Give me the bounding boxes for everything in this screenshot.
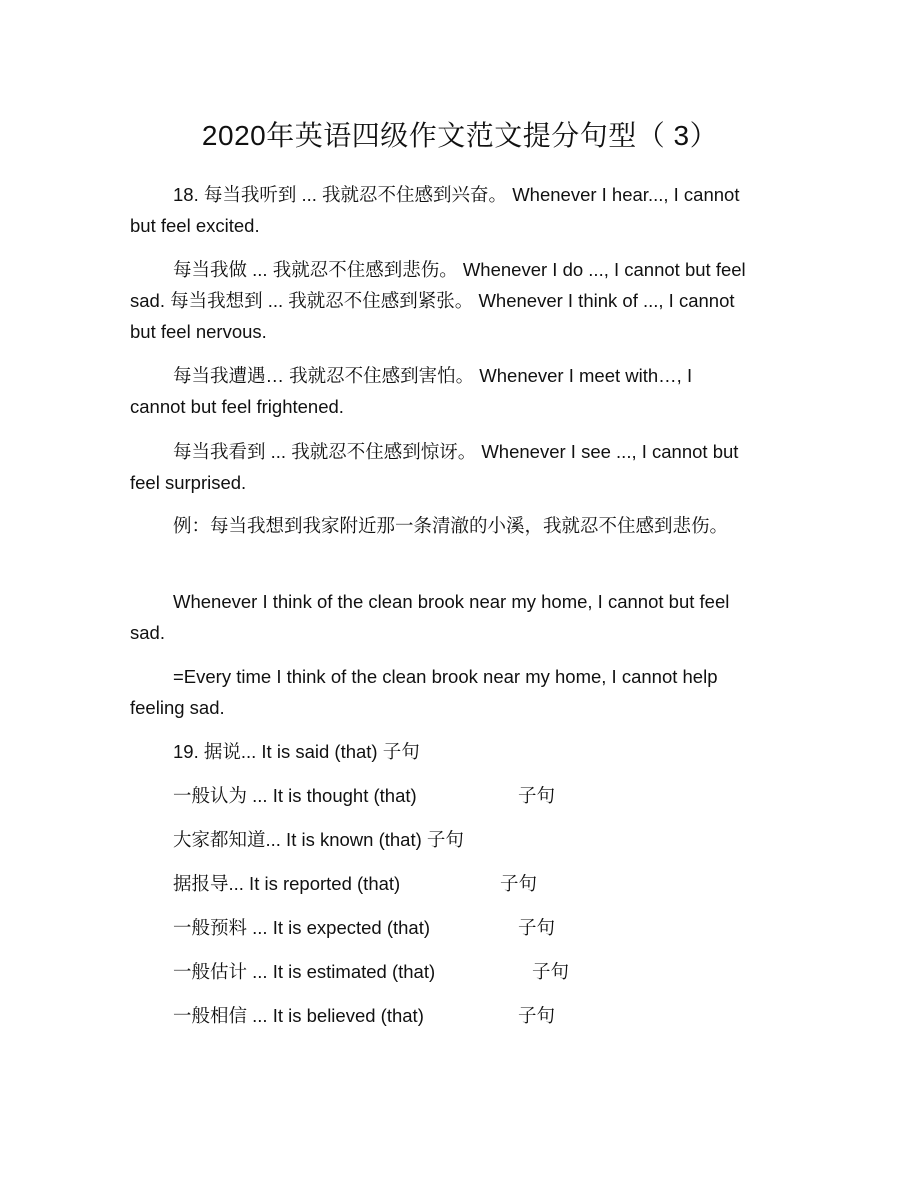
line-19-it-is-said: 19. 据说... It is said (that) 子句 xyxy=(173,741,420,762)
phrase-right: 子句 xyxy=(532,961,570,982)
page-title: 2020年英语四级作文范文提分句型（ 3） xyxy=(201,120,719,151)
phrase-right: 子句 xyxy=(518,917,556,938)
paragraph-example-whenever: Whenever I think of the clean brook near my home, I cannot but feel sad. xyxy=(130,591,730,643)
phrase-left: 一般认为 ... It is thought (that) xyxy=(173,785,417,806)
paragraph-example-every-time: =Every time I think of the clean brook near my home, I cannot help feeling sad. xyxy=(130,666,718,718)
phrase-left: 据报导... It is reported (that) xyxy=(173,873,401,894)
phrase-left: 一般预料 ... It is expected (that) xyxy=(173,917,431,938)
paragraph-meet-with: 每当我遭遇… 我就忍不住感到害怕。 Whenever I meet with…, I cannot but feel frightened. xyxy=(130,365,693,417)
phrase-right: 子句 xyxy=(518,1005,556,1026)
phrase-left: 一般估计 ... It is estimated (that) xyxy=(173,961,436,982)
phrase-right: 子句 xyxy=(518,785,556,806)
phrase-left: 一般相信 ... It is believed (that) xyxy=(173,1005,424,1026)
paragraph-do-think: 每当我做 ... 我就忍不住感到悲伤。 Whenever I do ..., I cannot but feel sad. 每当我想到 ... 我就忍不住感到紧张。 Whenever I think of ..., I cannot but feel nervous. xyxy=(130,259,746,342)
paragraph-18-hear: 18. 每当我听到 ... 我就忍不住感到兴奋。 Whenever I hear..., I cannot but feel excited. xyxy=(130,184,740,236)
line-it-is-known: 大家都知道... It is known (that) 子句 xyxy=(173,829,464,850)
phrase-right: 子句 xyxy=(500,873,538,894)
paragraph-see: 每当我看到 ... 我就忍不住感到惊讶。 Whenever I see ..., I cannot but feel surprised. xyxy=(130,441,739,493)
paragraph-example-chinese: 例：每当我想到我家附近那一条清澈的小溪，我就忍不住感到悲伤。 xyxy=(173,515,729,536)
